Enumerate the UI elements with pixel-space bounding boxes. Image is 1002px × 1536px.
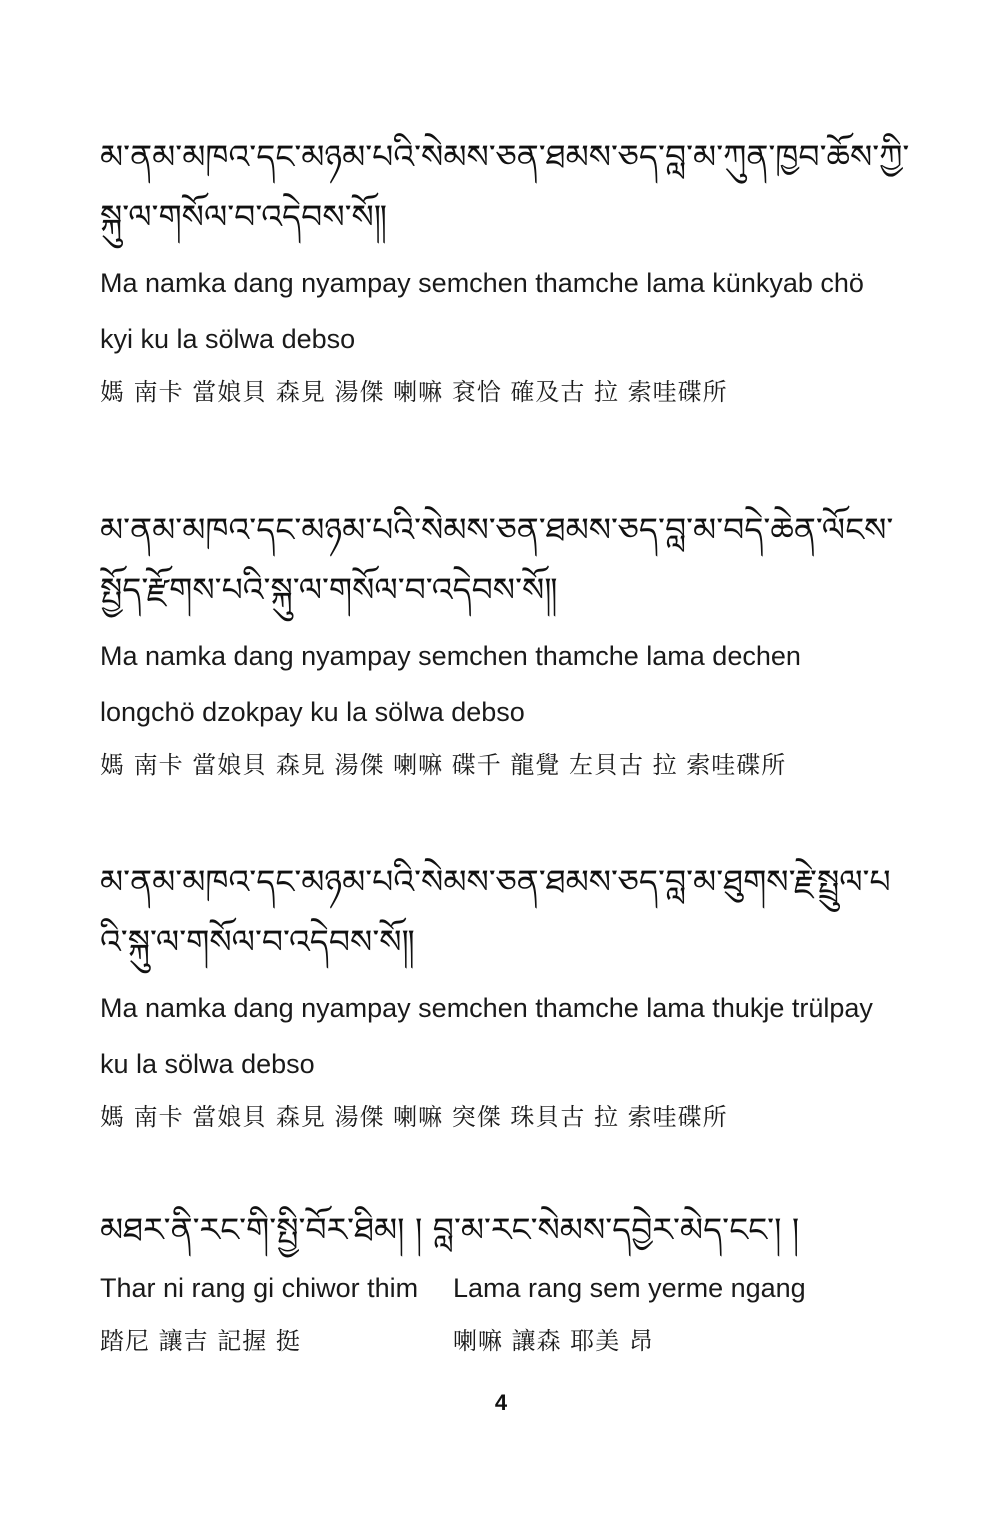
romanized-line: Ma namka dang nyampay semchen thamche lama dechen [100, 641, 801, 671]
verse-1 [100, 127, 910, 417]
chinese-transliteration: 媽 南卡 當娘貝 森見 湯傑 喇嘛 碟千 龍覺 左貝古 拉 索哇碟所 [100, 751, 787, 779]
chinese-left: 踏尼 讓吉 記握 挺 [100, 1327, 301, 1355]
chinese-transliteration: 媽 南卡 當娘貝 森見 湯傑 喇嘛 突傑 珠貝古 拉 索哇碟所 [100, 1103, 728, 1131]
romanized-line: longchö dzokpay ku la sölwa debso [100, 697, 525, 727]
romanized-text [100, 628, 910, 740]
romanized-text [100, 255, 910, 367]
romanized-text [100, 1260, 920, 1316]
chinese-right: 喇嘛 讓森 耶美 昂 [453, 1327, 654, 1355]
romanized-line: Ma namka dang nyampay semchen thamche lama künkyab chö [100, 268, 864, 298]
romanized-left: Thar ni rang gi chiwor thim [100, 1273, 419, 1303]
romanized-line: Ma namka dang nyampay semchen thamche lama thukje trülpay [100, 993, 873, 1023]
romanized-right: Lama rang sem yerme ngang [453, 1273, 806, 1303]
verse-2 [100, 500, 910, 790]
tibetan-text: མ་ནམ་མཁའ་དང་མཉམ་པའི་སེམས་ཅན་ཐམས་ཅད་བླ་མ་བདེ་ཆེན་ལོངས་སྤྱོད་རྫོགས་པའི་སྐུ་ལ་གསོལ་བ་འདེབས་སོ༎ [100, 510, 894, 609]
romanized-line: kyi ku la sölwa debso [100, 324, 356, 354]
romanized-line: ku la sölwa debso [100, 1049, 315, 1079]
page-number: 4 [494, 1390, 508, 1415]
tibetan-text: མ་ནམ་མཁའ་དང་མཉམ་པའི་སེམས་ཅན་ཐམས་ཅད་བླ་མ་ཐུགས་རྗེ་སྤྲུལ་པའི་སྐུ་ལ་གསོལ་བ་འདེབས་སོ༎ [100, 862, 891, 961]
chinese-transliteration: 媽 南卡 當娘貝 森見 湯傑 喇嘛 袞恰 確及古 拉 索哇碟所 [100, 378, 728, 406]
verse-3 [100, 852, 910, 1142]
tibetan-text: མཐར་ནི་རང་གི་སྤྱི་བོར་ཐིམ། ། བླ་མ་རང་སེམས་དབྱེར་མེད་ངང་། ། [100, 1210, 800, 1249]
chinese-transliteration [100, 1316, 920, 1366]
tibetan-text: མ་ནམ་མཁའ་དང་མཉམ་པའི་སེམས་ཅན་ཐམས་ཅད་བླ་མ་ཀུན་ཁྱབ་ཆོས་ཀྱི་སྐུ་ལ་གསོལ་བ་འདེབས་སོ༎ [100, 137, 910, 236]
closing-verse [100, 1200, 920, 1366]
romanized-text [100, 980, 910, 1092]
